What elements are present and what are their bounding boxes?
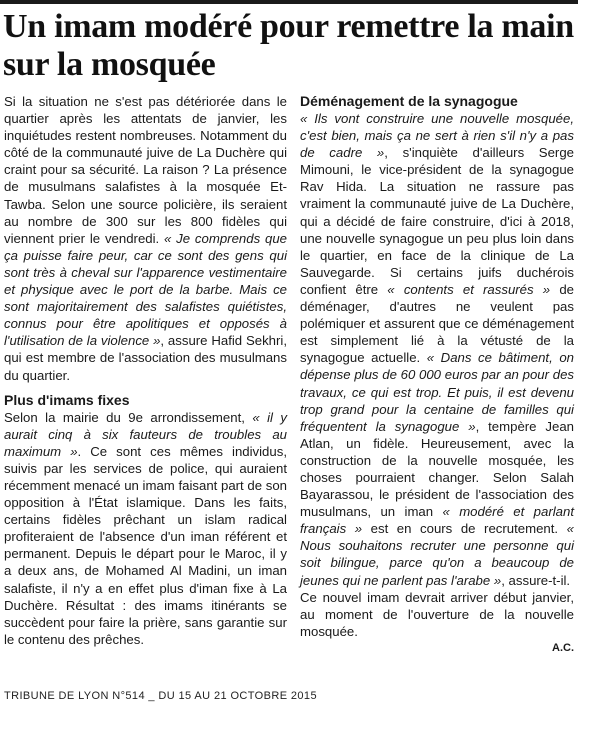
imams-text-2: . Ce sont ces mêmes individus, suivis par les services de police, qui auraient récemment menacé un imam faisant part de son opposition à l'État islamique. Dans les faits, certains fidèles prêchant un islam radical profiteraient de l'absence d'un iman référent et permanent. Depuis le départ pour le Maroc, il y a deux ans, de Mohamed Al Madini, un iman salafiste, il n'y a en effet plus d'iman fixe à La Duchère. Résultat : des imams itinérants se succèdent pour faire la prière, sans garantie sur le contenu des prêches. [4,443,287,647]
right-column [300,93,574,657]
intro-quote: « Je comprends que ça puisse faire peur, car ce sont des gens qui sont très à cheval sur l'apparence vestimentaire et physique avec le port de la barbe. Mais ce sont majoritairement des salafistes quiétistes, connus pour être apolitiques et opposés à l'utilisation de la violence » [4,230,287,349]
syn-quote-1: « Ils vont construire une nouvelle mosquée, c'est bien, mais ça ne sert à rien s'il n'y a pas de cadre » [300,111,574,161]
intro-paragraph [4,93,287,384]
imams-quote: « il y aurait cinq à six fauteurs de troubles au maximum » [4,409,287,459]
syn-text-4: est en cours de recrutement. [362,521,567,537]
syn-text-2: de déménager, d'autres ne veulent pas polémiquer et assurent que ce déménagement est simplement lié à la vétusté de la synagogue actuelle. [300,281,574,366]
intro-text-1: Si la situation ne s'est pas détériorée dans le quartier après les attentats de janvier, les inquiétudes restent nombreuses. Notamment du côté de la communauté juive de La Duchère qui craint pour sa sécurité. La raison ? La présence de musulmans salafistes à la mosquée Et-Tawba. Selon une source policière, ils seraient au nombre de 300 sur les 800 fidèles qui viennent prier le vendredi. [4,94,287,246]
top-rule [0,0,578,4]
syn-text-3: , tempère Jean Atlan, un fidèle. Heureusement, avec la construction de la nouvelle mosquée, les choses pourraient changer. Selon Salah Bayarassou, le président de l'association des musulmans, un iman [300,418,575,520]
syn-text-5: , assure-t-il. [501,572,571,588]
syn-quote-5: « Nous souhaitons recruter une personne qui soit bilingue, parce qu'on a beaucoup de jeunes qui ne parlent pas l'arabe » [300,521,574,588]
imams-text-1: Selon la mairie du 9e arrondissement, [4,409,253,425]
left-column [4,93,287,648]
imams-paragraph [4,409,287,648]
syn-text-1: , s'inquiète d'ailleurs Serge Mimouni, le vice-président de la synagogue Rav Hida. La situation ne rassure pas vraiment la communauté juive de La Duchère, qui a décidé de faire construire, d'ici à 2018, une nouvelle synagogue un peu plus loin dans le quartier, en face de la clinique de La Sauvegarde. Si certains juifs duchérois confient être [300,145,574,297]
headline: Un imam modéré pour remettre la main sur la mosquée [3,8,574,83]
synagogue-paragraph [300,110,574,589]
syn-quote-4: « modéré et parlant français » [300,504,574,537]
subhead-synagogue: Déménagement de la synagogue [300,93,518,109]
subhead-imams: Plus d'imams fixes [4,391,130,408]
author-signature: A.C. [552,641,574,654]
closing-paragraph: Ce nouvel imam devrait arriver début janvier, au moment de l'ouverture de la nouvelle mosquée. [300,589,574,639]
intro-text-2: , assure Hafid Sekhri, qui est membre de l'association des musulmans du quartier. [4,333,287,383]
syn-quote-2: « contents et rassurés » [387,281,551,297]
page-footer: TRIBUNE DE LYON N°514 _ DU 15 AU 21 OCTOBRE 2015 [4,690,317,702]
syn-quote-3: « Dans ce bâtiment, on dépense plus de 60 000 euros par an pour des travaux, ce qui est trop. Et puis, il est devenu trop grand pour la centaine de familles qui fréquentent la synagogue » [300,350,574,434]
